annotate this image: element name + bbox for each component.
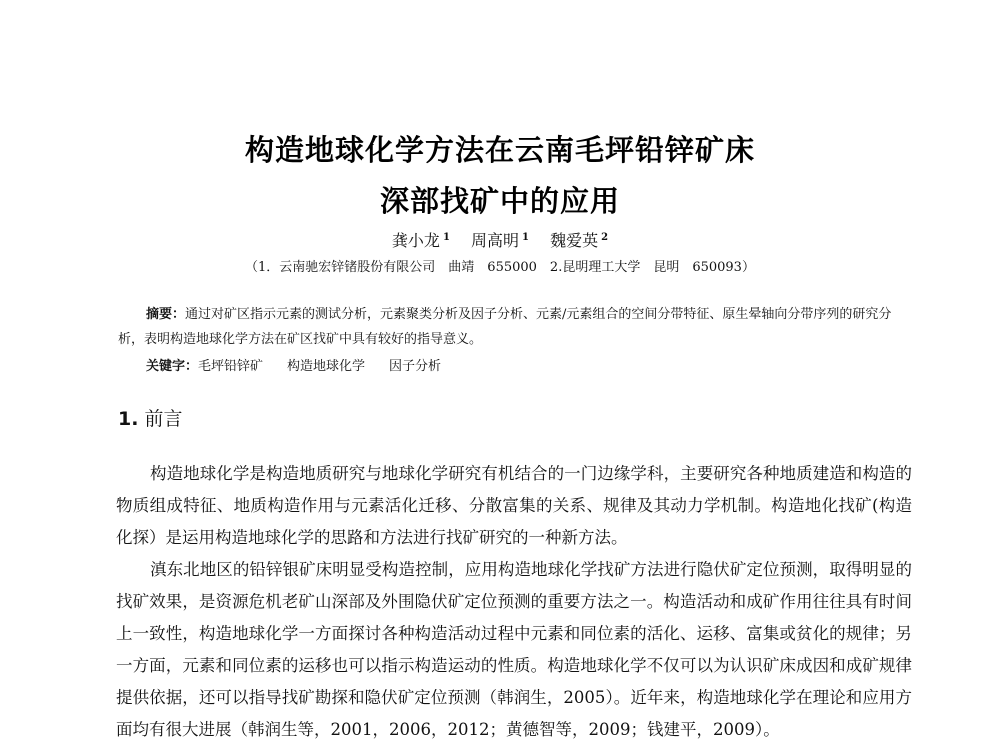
- abstract: [118, 302, 914, 352]
- author-name: 龚小龙: [391, 231, 440, 250]
- abstract-label: 摘要：: [146, 307, 186, 322]
- paper-title-line-2: 深部找矿中的应用: [379, 184, 620, 218]
- author: [471, 228, 529, 251]
- author: [392, 228, 450, 251]
- author-name: 周高明: [471, 231, 520, 250]
- abstract-text: 通过对矿区指示元素的测试分析，元素聚类分析及因子分析、元素/元素组合的空间分带特征、原生晕轴向分带序列的研究分析，表明构造地球化学方法在矿区找矿中具有较好的指导意义。: [118, 307, 892, 347]
- section-heading: [118, 404, 182, 431]
- paragraph: 滇东北地区的铅锌银矿床明显受构造控制，应用构造地球化学找矿方法进行隐伏矿定位预测，取得明显的找矿效果，是资源危机老矿山深部及外围隐伏矿定位预测的重要方法之一。构造活动和成矿作用往往具有时间上一致性，构造地球化学一方面探讨各种构造活动过程中元素和同位素的活化、运移、富集或贫化的规律；另一方面，元素和同位素的运移也可以指示构造运动的性质。构造地球化学不仅可以为认识矿床成因和成矿规律提供依据，还可以指导找矿勘探和隐伏矿定位预测（韩润生，2005）。近年来，构造地球化学在理论和应用方面均有很大进展（韩润生等，2001，2006，2012；黄德智等，2009；钱建平，2009）。: [116, 560, 912, 739]
- paragraph: 构造地球化学是构造地质研究与地球化学研究有机结合的一门边缘学科，主要研究各种地质建造和构造的物质组成特征、地质构造作用与元素活化迁移、分散富集的关系、规律及其动力学机制。构造地化找矿(构造化探）是运用构造地球化学的思路和方法进行找矿研究的一种新方法。: [116, 464, 912, 547]
- keyword: 毛坪铅锌矿: [198, 359, 264, 374]
- paper-title-line-1: 构造地球化学方法在云南毛坪铅锌矿床: [244, 133, 755, 167]
- keyword: 因子分析: [389, 359, 442, 374]
- section-title: 前言: [144, 408, 183, 430]
- author-name: 魏爱英: [550, 231, 599, 250]
- keywords: [146, 355, 465, 374]
- affiliations: （1．云南驰宏锌锗股份有限公司 曲靖 655000 2.昆明理工大学 昆明 650093）: [245, 260, 755, 275]
- author-list: [0, 228, 1000, 251]
- body-text: [116, 458, 912, 746]
- author-affiliation-mark: 2: [601, 232, 609, 243]
- keyword: 构造地球化学: [287, 359, 366, 374]
- keywords-label: 关键字：: [146, 359, 199, 374]
- author: [550, 228, 608, 251]
- author-affiliation-mark: 1: [522, 232, 529, 243]
- section-number: 1.: [118, 408, 139, 430]
- author-affiliation-mark: 1: [442, 232, 450, 243]
